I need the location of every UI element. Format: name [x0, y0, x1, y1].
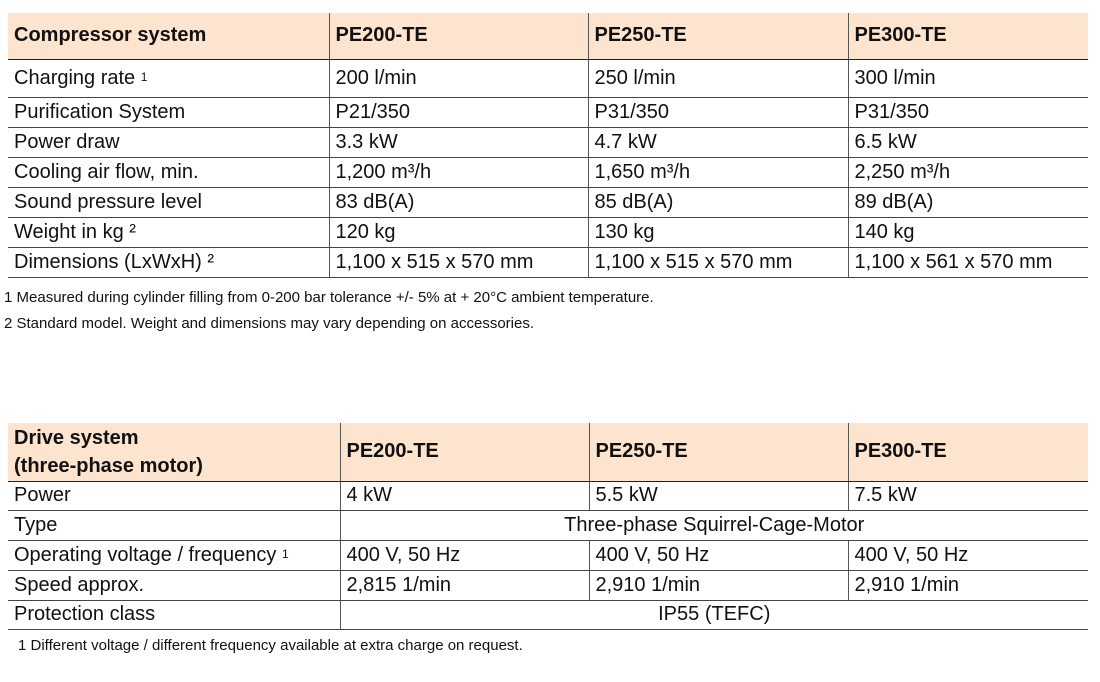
table-row — [8, 570, 1088, 600]
table-row — [8, 59, 1088, 97]
row-label: Cooling air flow, min. — [8, 157, 329, 187]
cell: 130 kg — [588, 217, 848, 247]
row-label-text: Charging rate — [14, 66, 136, 89]
table-row — [8, 481, 1088, 510]
table-row — [8, 247, 1088, 277]
cell: P31/350 — [588, 97, 848, 127]
table-row — [8, 97, 1088, 127]
row-label: Weight in kg ² — [8, 217, 329, 247]
header-drive-line2: (three-phase motor) — [14, 454, 203, 477]
row-label-text: Operating voltage / frequency — [14, 543, 277, 566]
row-label: Power — [8, 481, 340, 510]
table-row — [8, 187, 1088, 217]
cell: P21/350 — [329, 97, 588, 127]
cell: P31/350 — [848, 97, 1088, 127]
cell: 400 V, 50 Hz — [848, 540, 1088, 570]
cell: 140 kg — [848, 217, 1088, 247]
cell: 3.3 kW — [329, 127, 588, 157]
cell: 7.5 kW — [848, 481, 1088, 510]
header-drive-system — [8, 423, 340, 481]
cell: 89 dB(A) — [848, 187, 1088, 217]
cell: 300 l/min — [848, 59, 1088, 97]
cell: 6.5 kW — [848, 127, 1088, 157]
header-pe250: PE250-TE — [589, 423, 848, 481]
header-compressor-system: Compressor system — [8, 13, 329, 59]
cell: 400 V, 50 Hz — [589, 540, 848, 570]
cell: 2,815 1/min — [340, 570, 589, 600]
header-drive-line1: Drive system — [14, 426, 139, 449]
header-pe200: PE200-TE — [329, 13, 588, 59]
row-label — [8, 540, 340, 570]
header-pe300: PE300-TE — [848, 13, 1088, 59]
cell: 1,100 x 561 x 570 mm — [848, 247, 1088, 277]
cell: 1,200 m³/h — [329, 157, 588, 187]
cell: 1,100 x 515 x 570 mm — [588, 247, 848, 277]
header-pe250: PE250-TE — [588, 13, 848, 59]
compressor-table — [8, 13, 1088, 278]
footnote-mark: 1 — [281, 546, 289, 561]
cell: 2,910 1/min — [848, 570, 1088, 600]
merged-cell: IP55 (TEFC) — [340, 600, 1088, 629]
cell: 4.7 kW — [588, 127, 848, 157]
row-label: Speed approx. — [8, 570, 340, 600]
drive-header-row — [8, 423, 1088, 481]
row-label: Power draw — [8, 127, 329, 157]
cell: 250 l/min — [588, 59, 848, 97]
footnote-2: 2 Standard model. Weight and dimensions may vary depending on accessories. — [4, 315, 535, 332]
cell: 1,100 x 515 x 570 mm — [329, 247, 588, 277]
drive-table — [8, 423, 1088, 630]
footnote-1: 1 Measured during cylinder filling from 0-200 bar tolerance +/- 5% at + 20°C ambient temperature. — [4, 289, 654, 306]
row-label: Sound pressure level — [8, 187, 329, 217]
cell: 400 V, 50 Hz — [340, 540, 589, 570]
cell: 2,250 m³/h — [848, 157, 1088, 187]
row-label: Purification System — [8, 97, 329, 127]
cell: 2,910 1/min — [589, 570, 848, 600]
cell: 4 kW — [340, 481, 589, 510]
merged-cell: Three-phase Squirrel-Cage-Motor — [340, 510, 1088, 540]
row-label — [8, 59, 329, 97]
compressor-header-row — [8, 13, 1088, 59]
header-pe200: PE200-TE — [340, 423, 589, 481]
footnote-mark: 1 — [140, 69, 148, 84]
table-row — [8, 157, 1088, 187]
row-label: Dimensions (LxWxH) ² — [8, 247, 329, 277]
table-row — [8, 540, 1088, 570]
cell: 85 dB(A) — [588, 187, 848, 217]
row-label: Protection class — [8, 600, 340, 629]
cell: 200 l/min — [329, 59, 588, 97]
table-row — [8, 600, 1088, 629]
table-row — [8, 217, 1088, 247]
row-label: Type — [8, 510, 340, 540]
drive-footnote-1: 1 Different voltage / different frequency available at extra charge on request. — [18, 637, 523, 654]
cell: 120 kg — [329, 217, 588, 247]
table-row — [8, 510, 1088, 540]
cell: 1,650 m³/h — [588, 157, 848, 187]
header-pe300: PE300-TE — [848, 423, 1088, 481]
cell: 83 dB(A) — [329, 187, 588, 217]
table-row — [8, 127, 1088, 157]
cell: 5.5 kW — [589, 481, 848, 510]
